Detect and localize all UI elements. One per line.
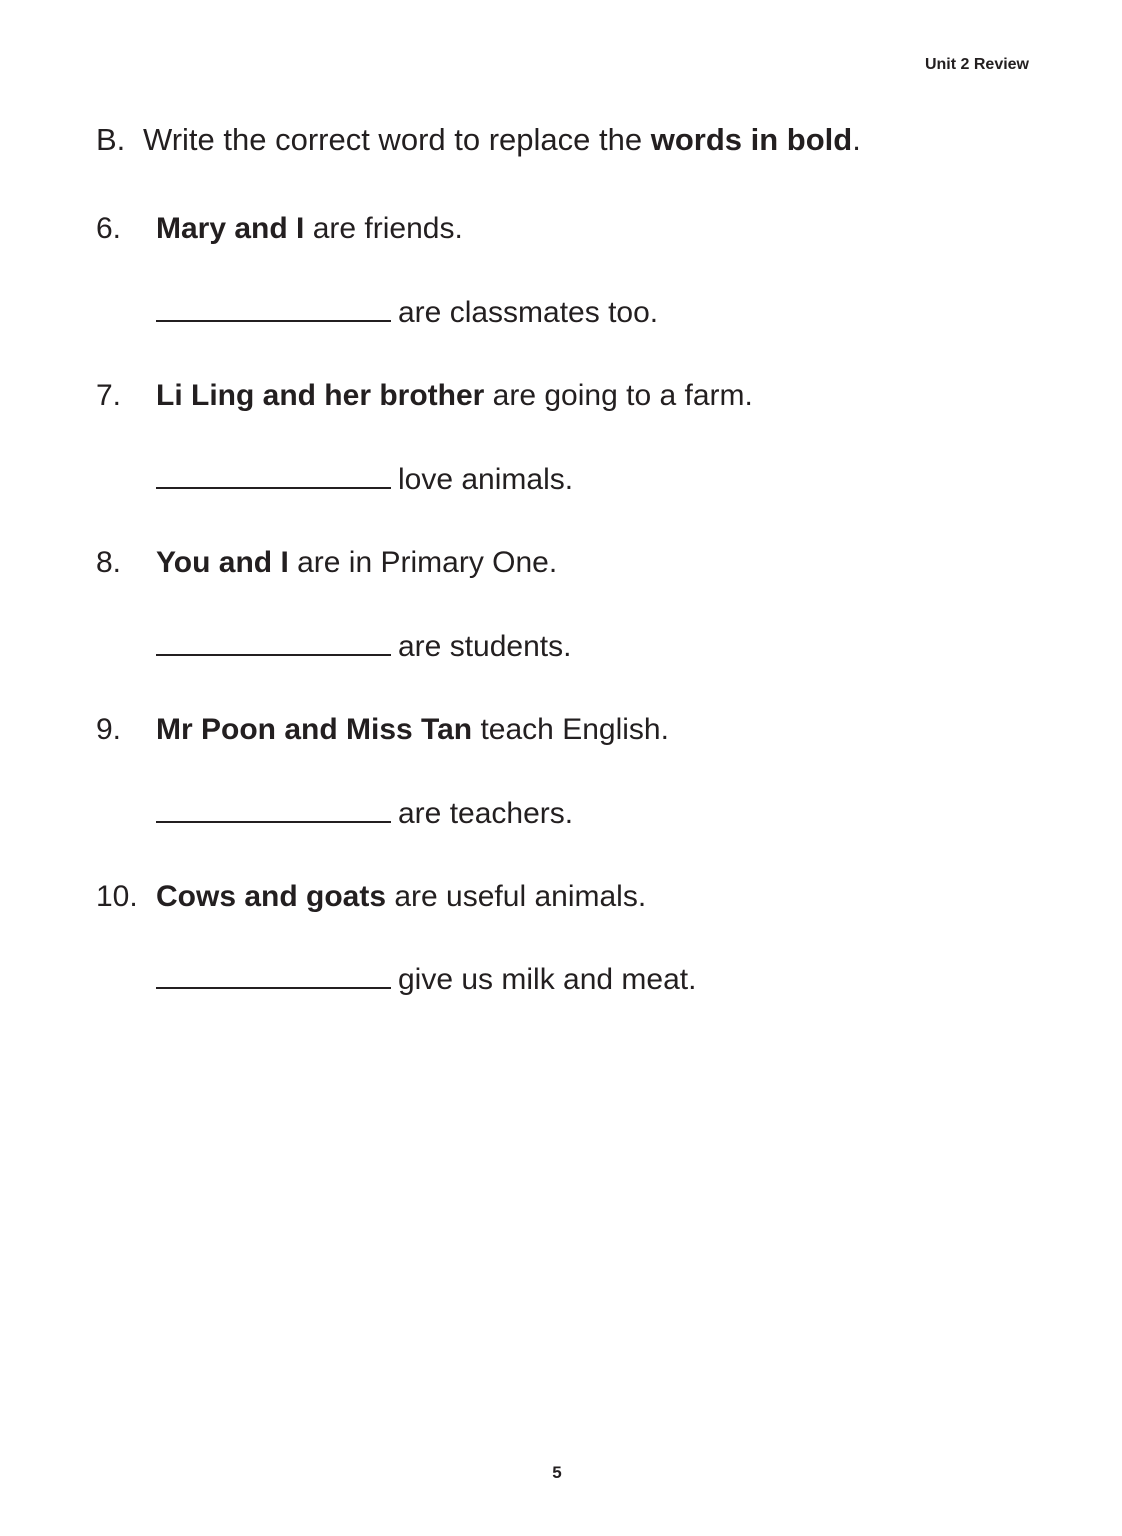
bold-subject: Mary and I <box>156 212 305 245</box>
question-number: 8. <box>96 546 122 579</box>
answer-blank[interactable] <box>156 653 391 656</box>
answer-text: give us milk and meat. <box>398 963 697 996</box>
answer-line-9 <box>156 797 573 831</box>
answer-text: are teachers. <box>398 797 574 830</box>
instruction-text: Write the correct word to replace the <box>143 122 651 157</box>
answer-blank[interactable] <box>156 486 391 489</box>
answer-blank[interactable] <box>156 820 391 823</box>
question-6 <box>96 212 463 246</box>
answer-line-6 <box>156 296 658 330</box>
answer-blank[interactable] <box>156 986 391 989</box>
question-rest: teach English. <box>472 713 669 746</box>
question-rest: are useful animals. <box>386 880 647 913</box>
question-rest: are going to a farm. <box>484 379 753 412</box>
bold-subject: Cows and goats <box>156 880 387 913</box>
question-rest: are friends. <box>304 212 463 245</box>
answer-blank[interactable] <box>156 319 391 322</box>
question-8 <box>96 546 557 580</box>
question-number: 7. <box>96 379 122 412</box>
question-number: 10. <box>96 880 138 913</box>
bold-subject: You and I <box>156 546 289 579</box>
answer-text: are classmates too. <box>398 296 659 329</box>
question-7 <box>96 379 753 413</box>
question-rest: are in Primary One. <box>288 546 558 579</box>
instruction-end: . <box>852 122 861 157</box>
answer-text: love animals. <box>398 463 574 496</box>
answer-text: are students. <box>398 630 572 663</box>
answer-line-7 <box>156 463 573 497</box>
question-9 <box>96 713 669 747</box>
unit-header: Unit 2 Review <box>924 56 1029 73</box>
bold-subject: Mr Poon and Miss Tan <box>156 713 473 746</box>
answer-line-10 <box>156 963 696 997</box>
section-instruction <box>96 122 861 158</box>
answer-line-8 <box>156 630 571 664</box>
question-number: 9. <box>96 713 122 746</box>
instruction-bold-text: words in bold <box>650 122 853 157</box>
section-letter: B. <box>96 122 126 157</box>
bold-subject: Li Ling and her brother <box>156 379 485 412</box>
page-number: 5 <box>552 1463 562 1482</box>
question-10 <box>96 880 646 914</box>
question-number: 6. <box>96 212 122 245</box>
